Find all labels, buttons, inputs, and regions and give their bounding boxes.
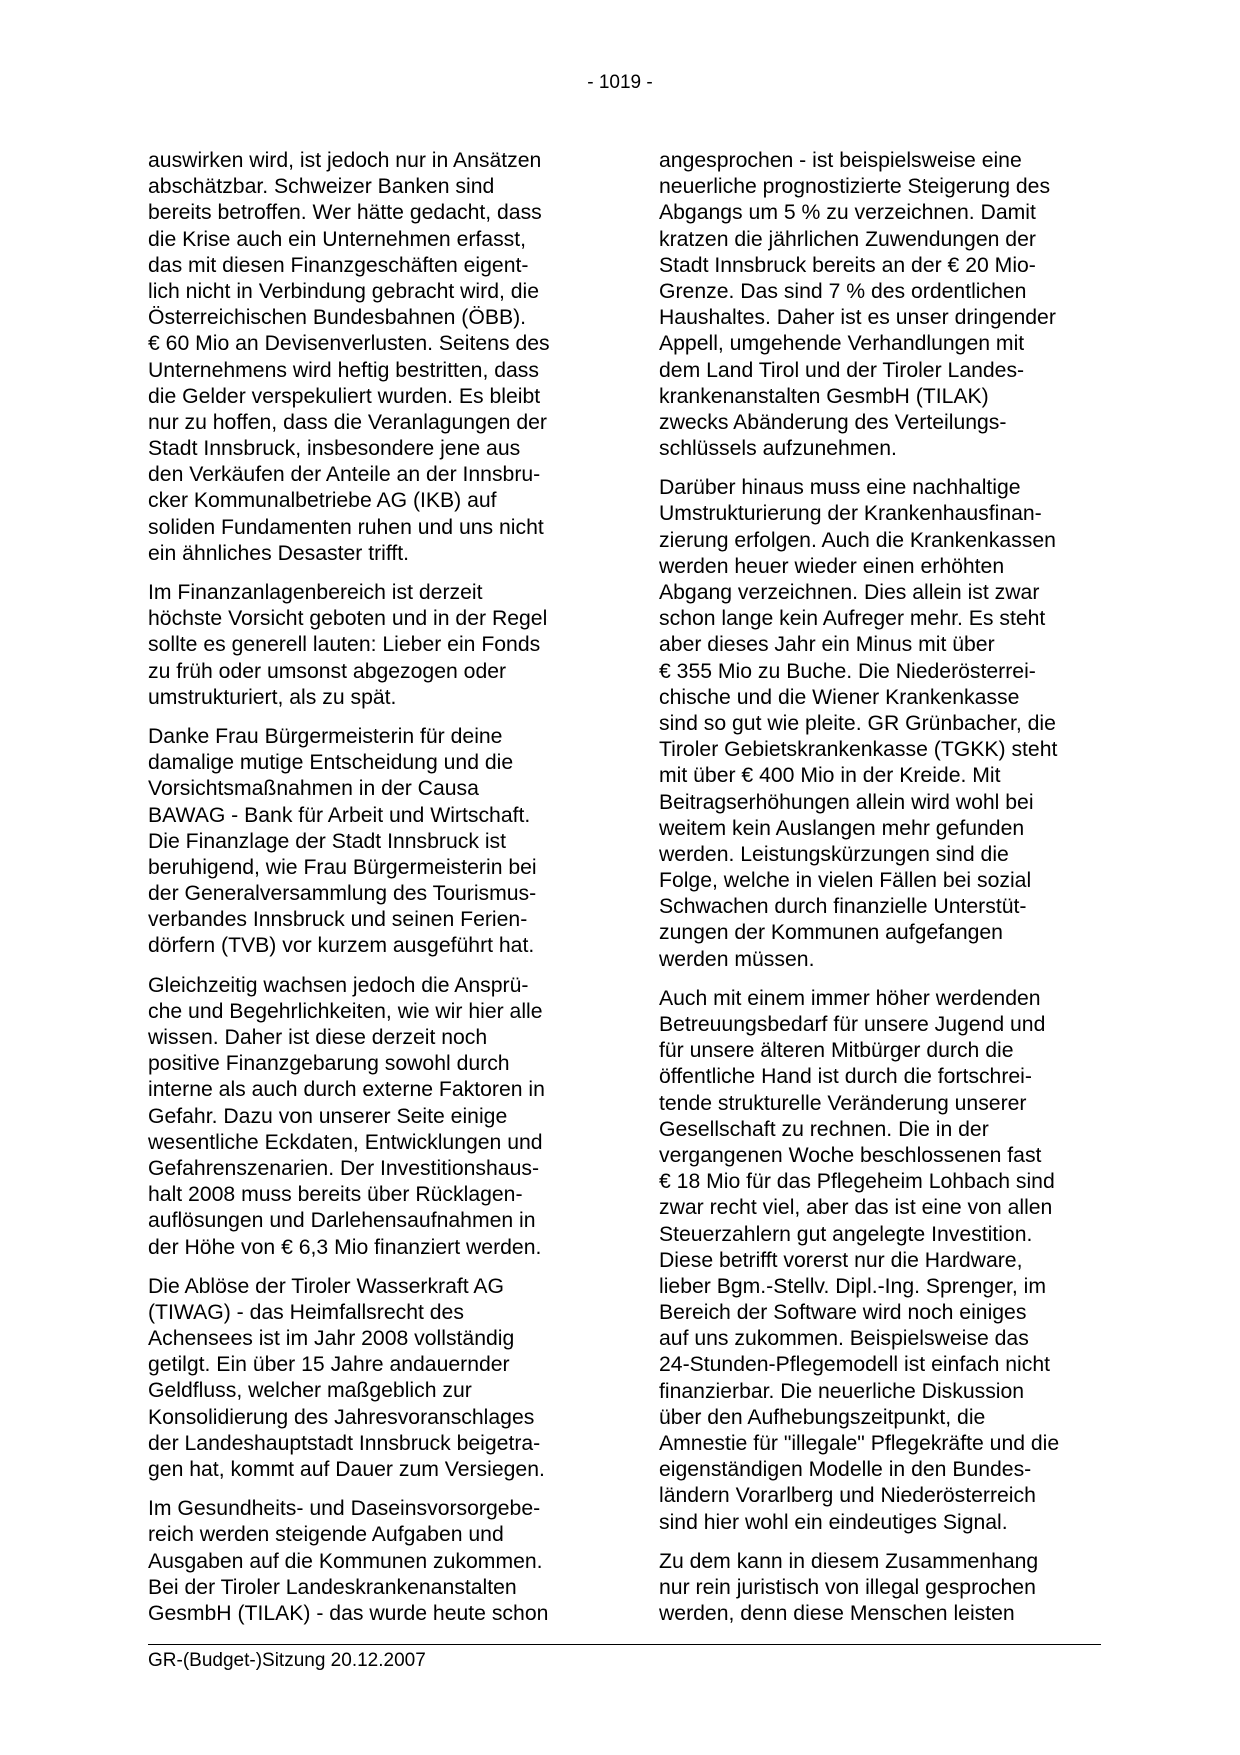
text-column-left <box>148 148 588 1640</box>
text-line: € 355 Mio zu Buche. Die Niederösterrei- <box>659 659 1036 683</box>
text-line: lieber Bgm.-Stellv. Dipl.-Ing. Sprenger, im <box>659 1274 1047 1298</box>
paragraph <box>659 148 1099 462</box>
text-line: nur rein juristisch von illegal gesprochen <box>659 1575 1036 1599</box>
text-line: schlüssels aufzunehmen. <box>659 437 897 461</box>
text-line: krankenanstalten GesmbH (TILAK) <box>659 384 989 408</box>
text-line: mit über € 400 Mio in der Kreide. Mit <box>659 764 1001 788</box>
text-line: Die Ablöse der Tiroler Wasserkraft AG <box>148 1274 504 1298</box>
paragraph <box>148 973 588 1261</box>
text-line: Bei der Tiroler Landeskrankenanstalten <box>148 1575 517 1599</box>
text-line: Steuerzahlern gut angelegte Investition. <box>659 1222 1033 1246</box>
text-line: kratzen die jährlichen Zuwendungen der <box>659 227 1036 251</box>
text-line: positive Finanzgebarung sowohl durch <box>148 1052 510 1076</box>
text-line: BAWAG - Bank für Arbeit und Wirtschaft. <box>148 803 531 827</box>
text-line: abschätzbar. Schweizer Banken sind <box>148 175 495 199</box>
text-line: öffentliche Hand ist durch die fortschrei- <box>659 1065 1032 1089</box>
text-line: beruhigend, wie Frau Bürgermeisterin bei <box>148 855 537 879</box>
text-column-right <box>659 148 1099 1640</box>
text-line: eigenständigen Modelle in den Bundes- <box>659 1458 1032 1482</box>
text-line: Die Finanzlage der Stadt Innsbruck ist <box>148 829 507 853</box>
text-line: Geldfluss, welcher maßgeblich zur <box>148 1379 472 1403</box>
text-line: interne als auch durch externe Faktoren in <box>148 1078 545 1102</box>
text-line: nur zu hoffen, dass die Veranlagungen der <box>148 410 547 434</box>
text-line: damalige mutige Entscheidung und die <box>148 751 514 775</box>
text-line: zwar recht viel, aber das ist eine von allen <box>659 1196 1053 1220</box>
text-line: Abgangs um 5 % zu verzeichnen. Damit <box>659 201 1036 225</box>
text-line: Beitragserhöhungen allein wird wohl bei <box>659 790 1034 814</box>
text-line: über den Aufhebungszeitpunkt, die <box>659 1405 986 1429</box>
text-line: Achensees ist im Jahr 2008 vollständig <box>148 1327 515 1351</box>
text-line: werden, denn diese Menschen leisten <box>659 1602 1015 1626</box>
text-line: Danke Frau Bürgermeisterin für deine <box>148 724 503 748</box>
text-line: Betreuungsbedarf für unsere Jugend und <box>659 1013 1046 1036</box>
text-line: Gleichzeitig wachsen jedoch die Ansprü- <box>148 973 529 997</box>
text-line: € 60 Mio an Devisenverlusten. Seitens des <box>148 332 550 356</box>
text-line: die Gelder verspekuliert wurden. Es bleibt <box>148 384 541 408</box>
text-line: Zu dem kann in diesem Zusammenhang <box>659 1549 1039 1573</box>
text-line: wissen. Daher ist diese derzeit noch <box>148 1026 488 1049</box>
text-line: Im Finanzanlagenbereich ist derzeit <box>148 581 483 604</box>
text-line: (TIWAG) - das Heimfallsrecht des <box>148 1300 464 1324</box>
text-line: auf uns zukommen. Beispielsweise das <box>659 1327 1029 1351</box>
text-line: Auch mit einem immer höher werdenden <box>659 986 1041 1010</box>
text-line: reich werden steigende Aufgaben und <box>148 1523 504 1547</box>
text-line: den Verkäufen der Anteile an der Innsbru- <box>148 463 541 487</box>
text-line: dörfern (TVB) vor kurzem ausgeführt hat. <box>148 934 535 958</box>
text-line: Schwachen durch finanzielle Unterstüt- <box>659 895 1027 919</box>
text-line: soliden Fundamenten ruhen und uns nicht <box>148 515 544 539</box>
text-line: Folge, welche in vielen Fällen bei sozial <box>659 869 1032 893</box>
text-line: sind so gut wie pleite. GR Grünbacher, die <box>659 711 1056 735</box>
text-line: Gesellschaft zu rechnen. Die in der <box>659 1117 989 1141</box>
text-line: 24-Stunden-Pflegemodell ist einfach nicht <box>659 1353 1051 1377</box>
text-line: schon lange kein Aufreger mehr. Es steht <box>659 607 1046 631</box>
text-line: Bereich der Software wird noch einiges <box>659 1301 1027 1325</box>
text-line: das mit diesen Finanzgeschäften eigent- <box>148 253 529 277</box>
text-line: dem Land Tirol und der Tiroler Landes- <box>659 358 1025 382</box>
text-line: ein ähnliches Desaster trifft. <box>148 541 410 565</box>
text-line: Österreichischen Bundesbahnen (ÖBB). <box>148 306 527 330</box>
text-line: Im Gesundheits- und Daseinsvorsorgebe- <box>148 1497 541 1521</box>
text-line: auswirken wird, ist jedoch nur in Ansätzen <box>148 149 542 172</box>
text-line: auflösungen und Darlehensaufnahmen in <box>148 1209 536 1233</box>
text-line: der Generalversammlung des Tourismus- <box>148 882 537 906</box>
text-line: Unternehmens wird heftig bestritten, dass <box>148 358 539 382</box>
text-line: sollte es generell lauten: Lieber ein Fonds <box>148 633 541 657</box>
text-line: vergangenen Woche beschlossenen fast <box>659 1143 1042 1167</box>
text-line: Stadt Innsbruck bereits an der € 20 Mio- <box>659 253 1036 277</box>
text-line: Darüber hinaus muss eine nachhaltige <box>659 476 1021 500</box>
text-line: Umstrukturierung der Krankenhausfinan- <box>659 502 1042 526</box>
text-line: für unsere älteren Mitbürger durch die <box>659 1039 1014 1063</box>
text-line: che und Begehrlichkeiten, wie wir hier alle <box>148 999 543 1023</box>
text-line: höchste Vorsicht geboten und in der Regel <box>148 607 548 631</box>
text-line: umstrukturiert, als zu spät. <box>148 685 397 709</box>
text-line: cker Kommunalbetriebe AG (IKB) auf <box>148 489 497 513</box>
text-line: Gefahrenszenarien. Der Investitionshaus- <box>148 1156 539 1180</box>
text-line: weitem kein Auslangen mehr gefunden <box>659 816 1025 840</box>
text-line: ländern Vorarlberg und Niederösterreich <box>659 1484 1036 1508</box>
paragraph <box>659 1549 1099 1628</box>
text-line: Konsolidierung des Jahresvoranschlages <box>148 1405 535 1429</box>
text-line: tende strukturelle Veränderung unserer <box>659 1091 1027 1115</box>
text-line: werden heuer wieder einen erhöhten <box>659 554 1005 578</box>
text-line: Diese betrifft vorerst nur die Hardware, <box>659 1248 1023 1272</box>
text-line: Haushaltes. Daher ist es unser dringender <box>659 306 1056 330</box>
paragraph <box>148 580 588 711</box>
text-line: Tiroler Gebietskrankenkasse (TGKK) steht <box>659 738 1058 762</box>
text-line: zu früh oder umsonst abgezogen oder <box>148 659 507 683</box>
text-line: verbandes Innsbruck und seinen Ferien- <box>148 908 528 932</box>
text-line: die Krise auch ein Unternehmen erfasst, <box>148 227 527 251</box>
text-line: Vorsichtsmaßnahmen in der Causa <box>148 777 479 801</box>
text-line: getilgt. Ein über 15 Jahre andauernder <box>148 1353 510 1377</box>
paragraph <box>148 1496 588 1627</box>
text-line: halt 2008 muss bereits über Rücklagen- <box>148 1183 523 1207</box>
text-line: finanzierbar. Die neuerliche Diskussion <box>659 1379 1025 1403</box>
text-line: Amnestie für "illegale" Pflegekräfte und die <box>659 1432 1060 1455</box>
text-line: werden. Leistungskürzungen sind die <box>659 842 1009 866</box>
text-line: wesentliche Eckdaten, Entwicklungen und <box>148 1130 543 1154</box>
text-line: Stadt Innsbruck, insbesondere jene aus <box>148 437 521 461</box>
text-line: zwecks Abänderung des Verteilungs- <box>659 410 1007 434</box>
text-line: neuerliche prognostizierte Steigerung des <box>659 175 1051 199</box>
text-line: lich nicht in Verbindung gebracht wird, die <box>148 279 540 303</box>
text-line: GesmbH (TILAK) - das wurde heute schon <box>148 1601 549 1625</box>
text-line: zungen der Kommunen aufgefangen <box>659 921 1003 945</box>
text-line: sind hier wohl ein eindeutiges Signal. <box>659 1510 1008 1534</box>
text-line: der Höhe von € 6,3 Mio finanziert werden. <box>148 1235 542 1259</box>
paragraph <box>659 475 1099 973</box>
paragraph <box>148 1274 588 1484</box>
text-line: angesprochen - ist beispielsweise eine <box>659 149 1022 172</box>
text-line: bereits betroffen. Wer hätte gedacht, dass <box>148 201 542 225</box>
page-number: - 1019 - <box>587 72 653 93</box>
text-line: Gefahr. Dazu von unserer Seite einige <box>148 1104 508 1128</box>
text-line: Ausgaben auf die Kommunen zukommen. <box>148 1549 543 1573</box>
text-line: Appell, umgehende Verhandlungen mit <box>659 332 1025 356</box>
text-line: aber dieses Jahr ein Minus mit über <box>659 633 995 657</box>
paragraph <box>148 148 588 567</box>
text-line: gen hat, kommt auf Dauer zum Versiegen. <box>148 1458 545 1481</box>
footer-divider <box>148 1644 1101 1645</box>
paragraph <box>148 724 588 960</box>
text-line: Grenze. Das sind 7 % des ordentlichen <box>659 279 1027 303</box>
text-line: der Landeshauptstadt Innsbruck beigetra- <box>148 1431 541 1455</box>
text-line: Abgang verzeichnen. Dies allein ist zwar <box>659 581 1040 604</box>
text-line: € 18 Mio für das Pflegeheim Lohbach sind <box>659 1170 1055 1194</box>
paragraph <box>659 986 1099 1536</box>
text-line: chische und die Wiener Krankenkasse <box>659 685 1020 709</box>
footer-session-label: GR-(Budget-)Sitzung 20.12.2007 <box>148 1650 426 1671</box>
text-line: zierung erfolgen. Auch die Krankenkassen <box>659 528 1056 552</box>
text-line: werden müssen. <box>659 947 815 971</box>
